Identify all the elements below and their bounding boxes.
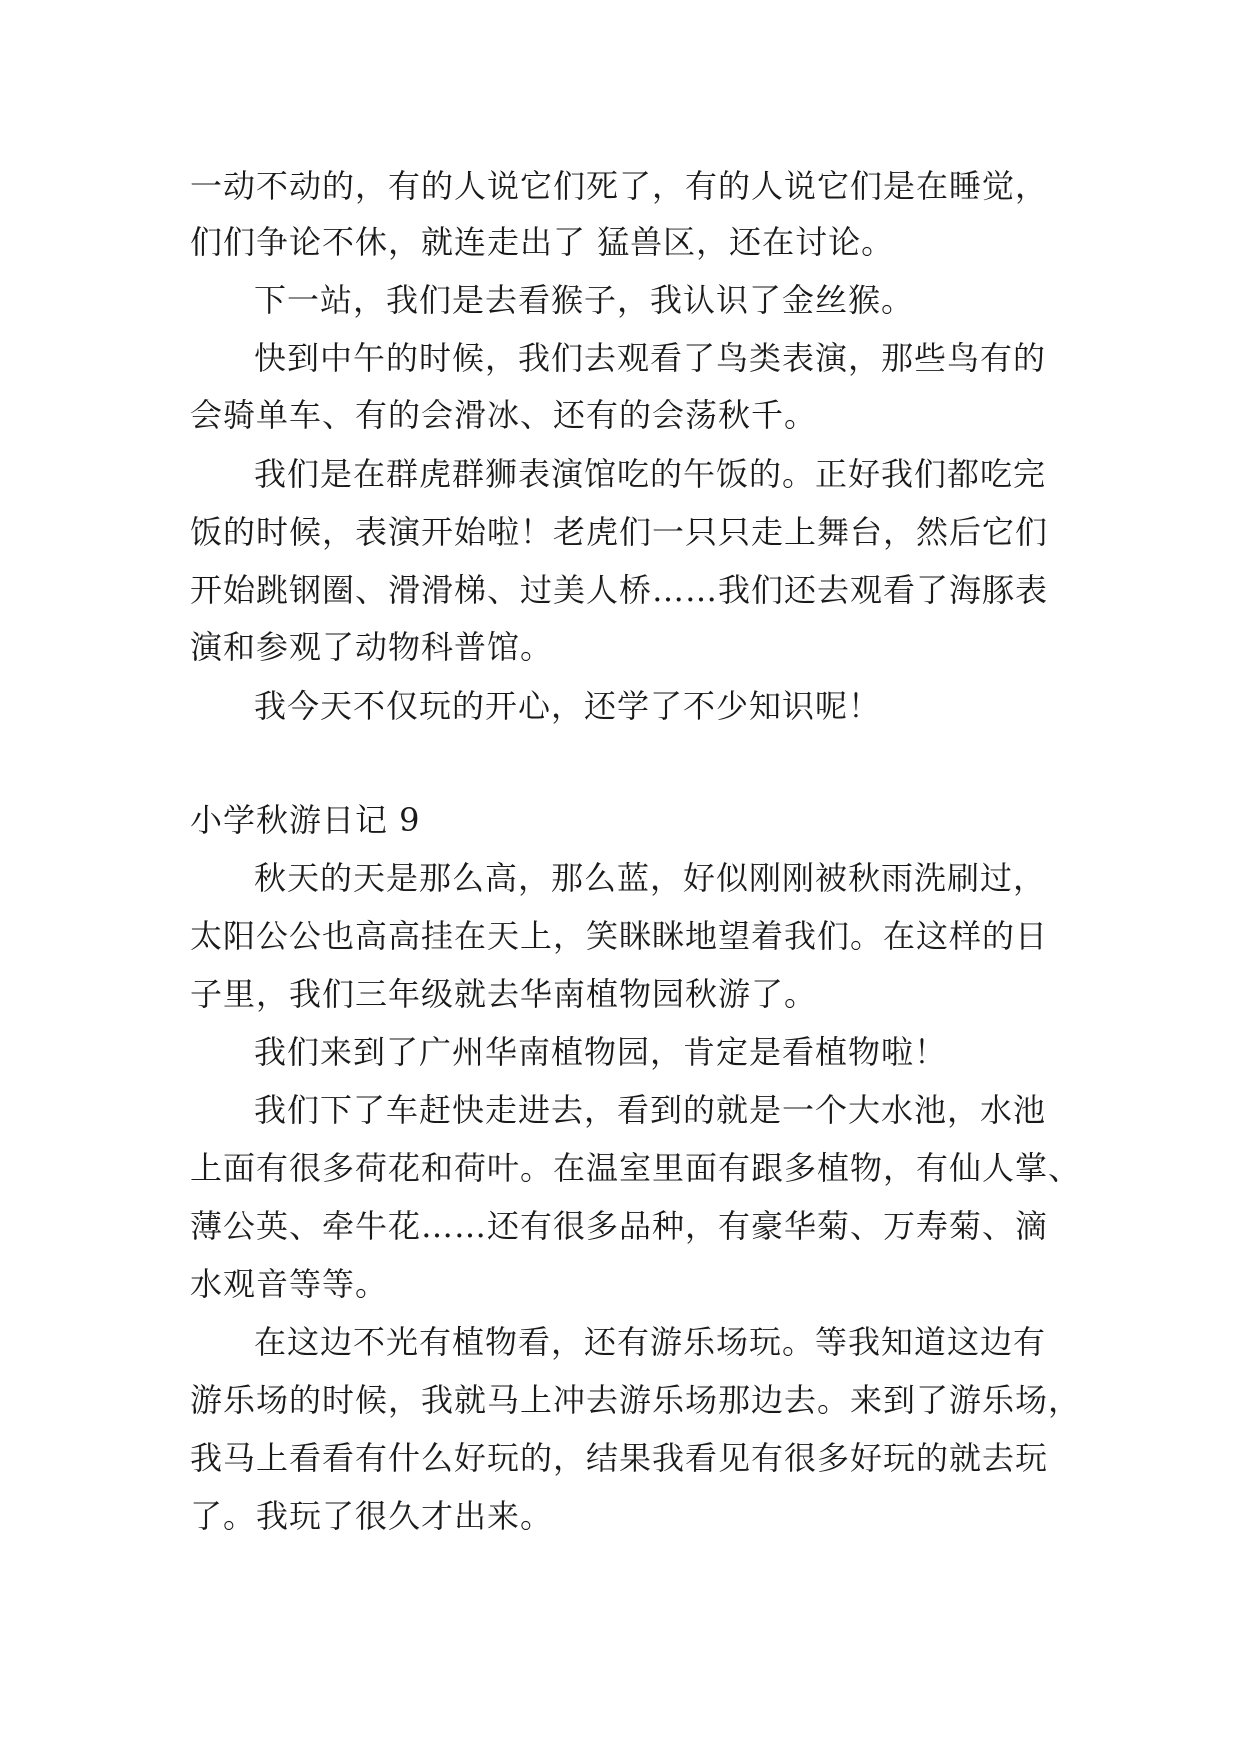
paragraph-line: 子里，我们三年级就去华南植物园秋游了。	[190, 975, 818, 1013]
paragraph-line: 我今天不仅玩的开心，还学了不少知识呢！	[254, 687, 882, 725]
paragraph-line: 在这边不光有植物看，还有游乐场玩。等我知道这边有	[254, 1323, 1047, 1361]
paragraph-line: 们们争论不休，就连走出了 猛兽区，还在讨论。	[190, 223, 895, 261]
paragraph-line: 下一站，我们是去看猴子，我认识了金丝猴。	[254, 281, 915, 319]
paragraph-line: 我们下了车赶快走进去，看到的就是一个大水池，水池	[254, 1091, 1047, 1129]
paragraph-line: 快到中午的时候，我们去观看了鸟类表演，那些鸟有的	[254, 339, 1047, 377]
paragraph-line: 水观音等等。	[190, 1265, 389, 1303]
paragraph-line: 秋天的天是那么高，那么蓝，好似刚刚被秋雨洗刷过，	[254, 859, 1047, 897]
paragraph-line: 了。我玩了很久才出来。	[190, 1497, 554, 1535]
paragraph-line: 太阳公公也高高挂在天上，笑眯眯地望着我们。在这样的日	[190, 917, 1049, 955]
paragraph-line: 我们来到了广州华南植物园，肯定是看植物啦！	[254, 1033, 948, 1071]
paragraph-line: 我们是在群虎群狮表演馆吃的午饭的。正好我们都吃完	[254, 455, 1047, 493]
paragraph-line: 演和参观了动物科普馆。	[190, 628, 554, 666]
paragraph-line: 开始跳钢圈、滑滑梯、过美人桥……我们还去观看了海豚表	[190, 571, 1049, 609]
paragraph-line: 薄公英、牵牛花……还有很多品种，有豪华菊、万寿菊、滴	[190, 1207, 1049, 1245]
paragraph-line: 饭的时候，表演开始啦！老虎们一只只走上舞台，然后它们	[190, 513, 1049, 551]
paragraph-line: 一动不动的，有的人说它们死了，有的人说它们是在睡觉，	[190, 167, 1049, 205]
paragraph-line: 我马上看看有什么好玩的，结果我看见有很多好玩的就去玩	[190, 1439, 1049, 1477]
section-title: 小学秋游日记 9	[190, 801, 421, 839]
paragraph-line: 游乐场的时候，我就马上冲去游乐场那边去。来到了游乐场，	[190, 1381, 1082, 1419]
paragraph-line: 上面有很多荷花和荷叶。在温室里面有跟多植物，有仙人掌、	[190, 1149, 1082, 1187]
paragraph-line: 会骑单车、有的会滑冰、还有的会荡秋千。	[190, 396, 818, 434]
